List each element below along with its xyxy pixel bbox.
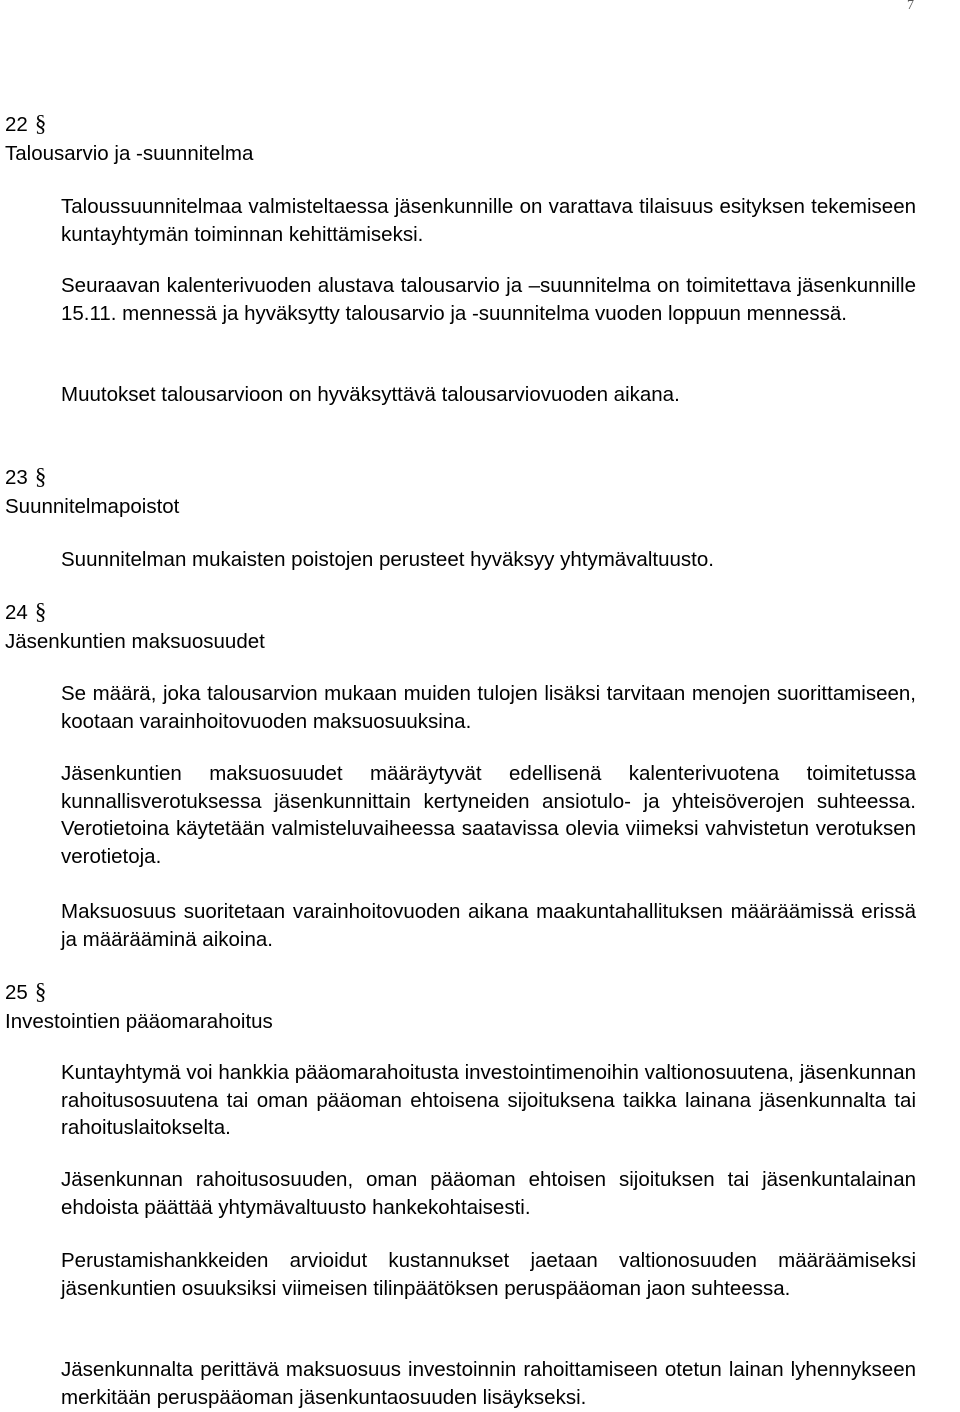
paragraph: Taloussuunnitelmaa valmisteltaessa jäsenkunnille on varattava tilaisuus esityksen tekemiseen kuntayhtymän toiminnan kehittämiseksi.	[61, 195, 916, 246]
section-sign-icon: §	[34, 979, 47, 1004]
paragraph: Suunnitelman mukaisten poistojen perusteet hyväksyy yhtymävaltuusto.	[61, 548, 714, 571]
section-title: Suunnitelmapoistot	[5, 495, 180, 518]
section-sign-icon: §	[34, 464, 47, 489]
section-25-header	[5, 977, 273, 1036]
section-22-header	[5, 109, 253, 168]
section-title: Jäsenkuntien maksuosuudet	[5, 630, 265, 653]
paragraph: Perustamishankkeiden arvioidut kustannukset jaetaan valtionosuuden määräämiseksi jäsenkuntien osuuksiksi viimeisen tilinpäätöksen peruspääoman jaon suhteessa.	[61, 1249, 916, 1300]
paragraph: Seuraavan kalenterivuoden alustava talousarvio ja –suunnitelma on toimitettava jäsenkunnille 15.11. mennessä ja hyväksytty talousarvio ja -suunnitelma vuoden loppuun mennessä.	[61, 274, 916, 325]
page-number: 7	[907, 0, 914, 13]
paragraph: Jäsenkunnalta perittävä maksuosuus investoinnin rahoittamiseen otetun lainan lyhennykseen merkitään peruspääoman jäsenkuntaosuuden lisäykseksi.	[61, 1358, 916, 1409]
section-title: Investointien pääomarahoitus	[5, 1010, 273, 1033]
section-number: 23 §	[5, 464, 47, 489]
paragraph: Kuntayhtymä voi hankkia pääomarahoitusta investointimenoihin valtionosuutena, jäsenkunnan rahoitusosuutena tai oman pääoman ehtoisena sijoituksena taikka lainana jäsenkunnalta tai rahoituslaitokselta.	[61, 1061, 916, 1139]
paragraph: Muutokset talousarvioon on hyväksyttävä talousarviovuoden aikana.	[61, 383, 680, 406]
paragraph: Jäsenkunnan rahoitusosuuden, oman pääoman ehtoisen sijoituksen tai jäsenkuntalainan ehdoista päättää yhtymävaltuusto hankekohtaisesti.	[61, 1168, 916, 1219]
section-24-header	[5, 597, 265, 656]
paragraph: Maksuosuus suoritetaan varainhoitovuoden aikana maakuntahallituksen määräämissä erissä ja määrääminä aikoina.	[61, 900, 916, 951]
paragraph: Se määrä, joka talousarvion mukaan muiden tulojen lisäksi tarvitaan menojen suorittamiseen, kootaan varainhoitovuoden maksuosuuksina.	[61, 682, 916, 733]
section-sign-icon: §	[34, 111, 47, 136]
section-sign-icon: §	[34, 599, 47, 624]
section-number: 25 §	[5, 979, 47, 1004]
section-23-header	[5, 462, 179, 521]
section-number: 22 §	[5, 111, 47, 136]
paragraph: Jäsenkuntien maksuosuudet määräytyvät edellisenä kalenterivuotena toimitetussa kunnallisverotuksessa jäsenkunnittain kertyneiden ansiotulo- ja yhteisöverojen suhteessa. Verotietoina käytetään valmisteluvaiheessa saatavissa olevia viimeksi vahvistetun verotuksen verotietoja.	[61, 762, 916, 868]
section-title: Talousarvio ja -suunnitelma	[5, 142, 254, 165]
section-number: 24 §	[5, 599, 47, 624]
